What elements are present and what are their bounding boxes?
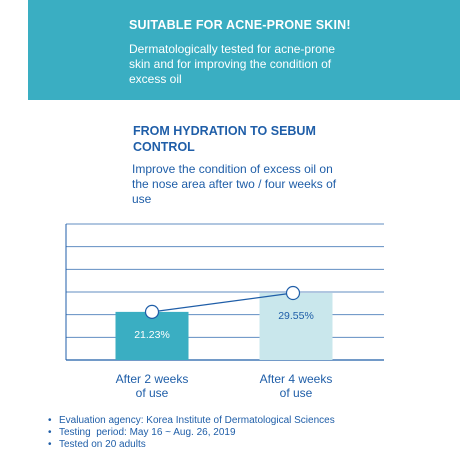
section-description: Improve the condition of excess oil on the nose area after two / four weeks of use <box>132 162 337 206</box>
banner-title: SUITABLE FOR ACNE-PRONE SKIN! <box>129 18 351 32</box>
note-period: • Testing period: May 16 ~ Aug. 26, 2019 <box>48 427 335 439</box>
test-notes <box>48 415 335 451</box>
banner-description: Dermatologically tested for acne-prone skin and for improving the condition of excess oil <box>129 42 336 86</box>
value-label-2: 29.55% <box>278 310 314 323</box>
note-agency: • Evaluation agency: Korea Institute of Dermatological Sciences <box>48 415 335 427</box>
trend-marker-2 <box>287 287 300 300</box>
note-subjects: • Tested on 20 adults <box>48 439 335 451</box>
trend-marker-1 <box>146 305 159 318</box>
category-label-2: After 4 weeks of use <box>259 372 333 400</box>
bar-2 <box>260 293 333 360</box>
category-label-1: After 2 weeks of use <box>115 372 189 400</box>
value-label-1: 21.23% <box>134 328 170 341</box>
section-title: FROM HYDRATION TO SEBUM CONTROL <box>133 124 316 154</box>
